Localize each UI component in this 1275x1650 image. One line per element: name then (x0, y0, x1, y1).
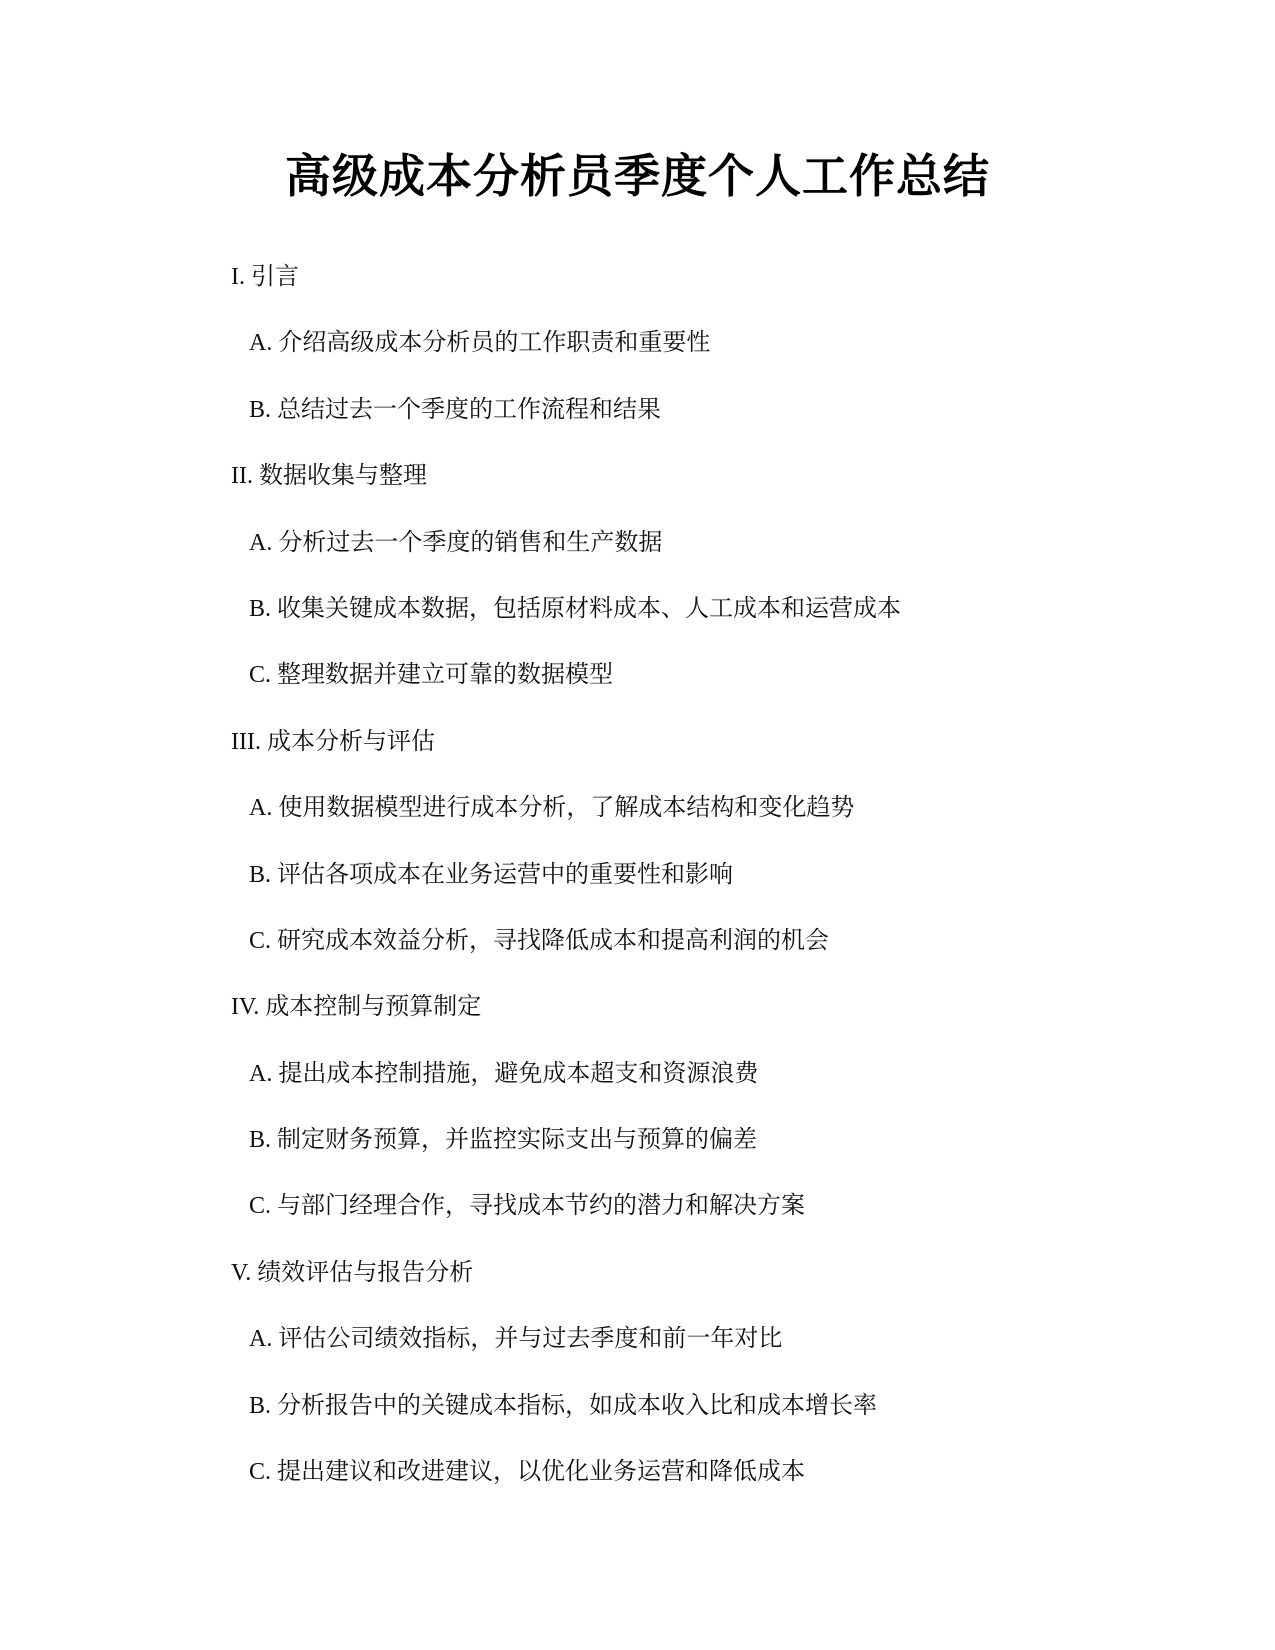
item-text: 评估各项成本在业务运营中的重要性和影响 (277, 861, 734, 888)
item-letter: A. (249, 529, 273, 556)
list-item (231, 576, 1131, 642)
item-letter: A. (249, 1060, 273, 1087)
item-letter: B. (249, 396, 272, 423)
list-item (231, 1107, 1131, 1173)
section-heading-2 (231, 443, 1131, 509)
section-title: 成本分析与评估 (266, 728, 435, 755)
section-heading-3 (231, 709, 1131, 775)
list-item (231, 510, 1131, 576)
item-text: 制定财务预算，并监控实际支出与预算的偏差 (277, 1127, 758, 1154)
list-item (231, 310, 1131, 376)
list-item (231, 1306, 1131, 1372)
item-letter: C. (249, 1193, 272, 1220)
item-letter: B. (249, 1127, 272, 1154)
list-item (231, 1041, 1131, 1107)
item-text: 分析过去一个季度的销售和生产数据 (278, 529, 663, 556)
section-title: 数据收集与整理 (258, 463, 427, 490)
item-text: 介绍高级成本分析员的工作职责和重要性 (278, 330, 711, 357)
item-text: 研究成本效益分析，寻找降低成本和提高利润的机会 (277, 927, 830, 954)
section-numeral: I. (231, 264, 245, 290)
section-heading-5 (231, 1240, 1131, 1306)
list-item (231, 775, 1131, 841)
list-item (231, 1173, 1131, 1239)
item-text: 使用数据模型进行成本分析，了解成本结构和变化趋势 (278, 795, 855, 822)
section-title: 成本控制与预算制定 (265, 994, 482, 1021)
item-letter: A. (249, 795, 273, 822)
item-text: 收集关键成本数据，包括原材料成本、人工成本和运营成本 (277, 595, 902, 622)
item-letter: B. (249, 595, 272, 622)
section-numeral: III. (231, 728, 261, 755)
section-title: 绩效评估与报告分析 (257, 1259, 474, 1286)
list-item (231, 377, 1131, 443)
list-item (231, 908, 1131, 974)
item-text: 总结过去一个季度的工作流程和结果 (277, 396, 662, 423)
list-item (231, 842, 1131, 908)
list-item (231, 1439, 1131, 1505)
outline (231, 244, 1131, 1505)
item-text: 整理数据并建立可靠的数据模型 (277, 662, 614, 689)
item-letter: C. (249, 1459, 272, 1486)
item-text: 分析报告中的关键成本指标，如成本收入比和成本增长率 (277, 1392, 878, 1419)
item-text: 评估公司绩效指标，并与过去季度和前一年对比 (278, 1326, 783, 1353)
section-heading-4 (231, 974, 1131, 1040)
item-letter: C. (249, 927, 272, 954)
list-item (231, 642, 1131, 708)
item-letter: A. (249, 330, 273, 357)
section-numeral: II. (231, 463, 253, 490)
page-title: 高级成本分析员季度个人工作总结 (285, 149, 990, 203)
item-letter: C. (249, 662, 272, 689)
item-letter: A. (249, 1326, 273, 1353)
item-text: 提出成本控制措施，避免成本超支和资源浪费 (278, 1060, 759, 1087)
item-text: 提出建议和改进建议，以优化业务运营和降低成本 (277, 1459, 806, 1486)
item-letter: B. (249, 861, 272, 888)
section-numeral: IV. (231, 994, 260, 1021)
section-numeral: V. (231, 1259, 252, 1286)
section-title: 引言 (251, 264, 299, 290)
section-heading-1 (231, 244, 1131, 310)
item-text: 与部门经理合作，寻找成本节约的潜力和解决方案 (277, 1193, 806, 1220)
list-item (231, 1373, 1131, 1439)
item-letter: B. (249, 1392, 272, 1419)
